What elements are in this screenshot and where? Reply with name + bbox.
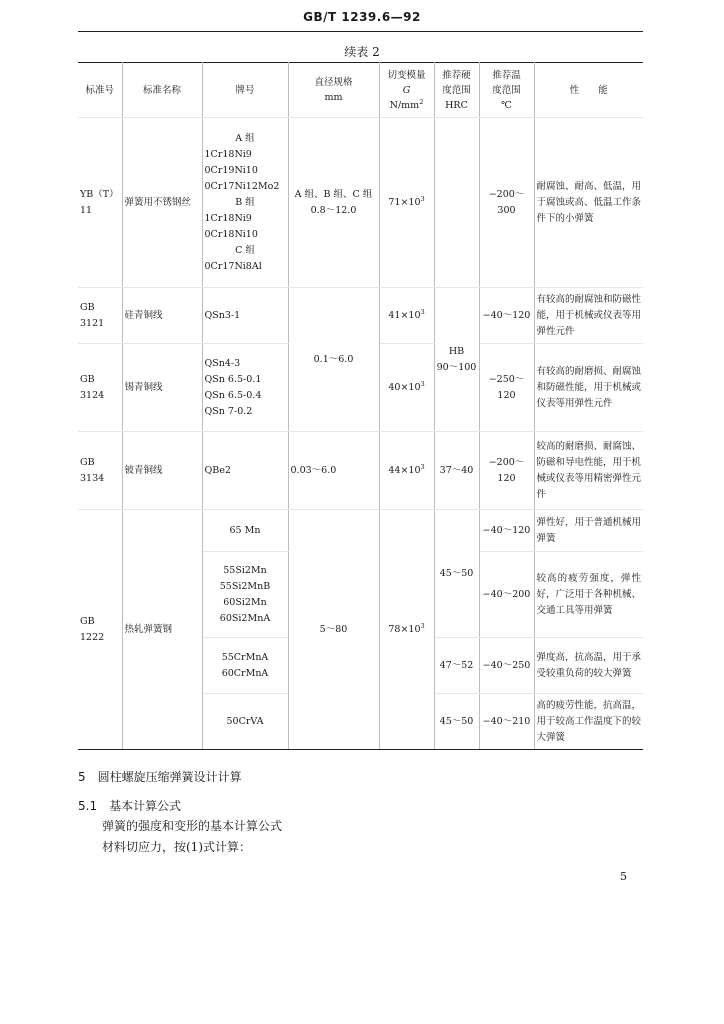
grade-item: 1Cr18Ni9	[204, 212, 252, 224]
col-diameter-unit: mm	[324, 92, 343, 103]
cell-std-name: 锡青铜线	[122, 344, 202, 432]
cell-grades	[202, 694, 288, 750]
cell-temperature: −250～120	[479, 344, 534, 432]
cell-diameter	[288, 118, 379, 288]
table-caption: 续表 2	[344, 45, 380, 59]
grade-item: 1Cr18Ni9	[204, 148, 252, 160]
cell-shear-modulus: $71\times 10^3$	[379, 118, 434, 288]
cell-shear-modulus: $40\times 10^3$	[379, 344, 434, 432]
table-row-gb3134	[78, 432, 643, 510]
body-text-line-2: 材料切应力，按(1)式计算：	[102, 840, 251, 854]
page-header: GB/T 1239.6—92	[303, 10, 421, 24]
cell-performance: 有较高的耐腐蚀和防磁性能，用于机械或仪表等用弹性元件	[534, 288, 643, 344]
col-diameter-label: 直径规格	[314, 77, 353, 88]
hardness-scale: HB	[448, 345, 465, 357]
grade-item: 60Si2Mn	[223, 596, 267, 608]
cell-shear-modulus-steel: $78\times 10^3$	[379, 510, 434, 750]
table-row-yb11	[78, 118, 643, 288]
cell-performance: 较高的耐磨损、耐腐蚀、防磁和导电性能，用于机械或仪表等用精密弹性元件	[534, 432, 643, 510]
cell-performance: 高的疲劳性能，抗高温，用于较高工作温度下的较大弹簧	[534, 694, 643, 750]
spring-material-table	[78, 62, 643, 750]
cell-hardness-copper	[434, 288, 479, 432]
section-5-heading: 5 圆柱螺旋压缩弹簧设计计算	[78, 770, 242, 784]
grade-item: 0Cr19Ni10	[204, 164, 258, 176]
grade-group-label: A 组	[235, 132, 255, 144]
col-temp-label-1: 推荐温	[492, 69, 521, 81]
cell-temperature: −40～120	[479, 288, 534, 344]
col-std-name: 标准名称	[122, 63, 202, 118]
cell-temperature: −200～120	[479, 432, 534, 510]
diameter-range: 0.8～12.0	[310, 204, 357, 216]
diameter-groups: A 组、B 组、C 组	[294, 188, 373, 200]
grade-item: QSn4-3	[204, 357, 241, 369]
body-text-line-1: 弹簧的强度和变形的基本计算公式	[102, 819, 283, 833]
grade-item: 0Cr17Ni12Mo2	[204, 180, 280, 192]
cell-grades	[202, 552, 288, 638]
cell-shear-modulus: $41\times 10^3$	[379, 288, 434, 344]
col-temperature	[479, 63, 534, 118]
cell-hardness: 45～50	[434, 510, 479, 638]
cell-hardness	[434, 118, 479, 288]
col-grade: 牌号	[202, 63, 288, 118]
grade-item: 50CrVA	[226, 715, 264, 727]
cell-diameter-steel: 5～80	[288, 510, 379, 750]
col-hardness-unit: HRC	[445, 99, 468, 111]
table-header-row	[78, 63, 643, 118]
cell-std-no: GB 3124	[78, 344, 122, 432]
header-rule	[78, 31, 643, 32]
grade-item: 55Si2MnB	[219, 580, 271, 592]
cell-diameter: 0.03～6.0	[288, 432, 379, 510]
cell-std-no: YB（T）11	[78, 118, 122, 288]
cell-std-name: 弹簧用不锈钢丝	[122, 118, 202, 288]
cell-std-no: GB 3121	[78, 288, 122, 344]
grade-item: 65 Mn	[229, 524, 261, 536]
cell-diameter-copper: 0.1～6.0	[288, 288, 379, 432]
col-shear-unit: $N/mm^2$	[389, 97, 424, 111]
cell-grades	[202, 344, 288, 432]
cell-performance: 耐腐蚀、耐高、低温，用于腐蚀或高、低温工作条件下的小弹簧	[534, 118, 643, 288]
cell-performance: 弹性好，用于普通机械用弹簧	[534, 510, 643, 552]
cell-temperature: −200～300	[479, 118, 534, 288]
grade-item: 55CrMnA	[221, 651, 269, 663]
cell-std-no: GB 3134	[78, 432, 122, 510]
table-row-gb1222-65mn	[78, 510, 643, 552]
cell-temperature: −40～250	[479, 638, 534, 694]
cell-grade: QSn3-1	[202, 288, 288, 344]
hardness-range: 90～100	[436, 361, 477, 373]
cell-temperature: −40～200	[479, 552, 534, 638]
col-shear-modulus	[379, 63, 434, 118]
cell-performance: 有较高的耐磨损、耐腐蚀和防磁性能，用于机械或仪表等用弹性元件	[534, 344, 643, 432]
cell-grade: QBe2	[202, 432, 288, 510]
cell-temperature: −40～120	[479, 510, 534, 552]
grade-item: 60CrMnA	[221, 667, 269, 679]
cell-std-no: GB 1222	[78, 510, 122, 750]
grade-group-label: C 组	[235, 244, 255, 256]
cell-performance: 弹度高，抗高温，用于承受较重负荷的较大弹簧	[534, 638, 643, 694]
grade-item: 60Si2MnA	[219, 612, 271, 624]
cell-grades	[202, 638, 288, 694]
col-shear-label: 切变模量	[387, 69, 426, 81]
col-performance: 性 能	[534, 63, 643, 118]
grade-item: 0Cr17Ni8Al	[204, 260, 262, 272]
section-5-1-heading: 5.1 基本计算公式	[78, 799, 182, 813]
cell-std-name: 热轧弹簧钢	[122, 510, 202, 750]
table-row-gb3121	[78, 288, 643, 344]
cell-std-name: 铍青铜线	[122, 432, 202, 510]
grade-item: QSn 6.5-0.1	[204, 373, 262, 385]
col-hardness-label-1: 推荐硬	[442, 69, 471, 81]
col-temp-unit: ℃	[501, 99, 512, 111]
cell-hardness: 37～40	[434, 432, 479, 510]
col-std-no: 标准号	[78, 63, 122, 118]
cell-grades	[202, 118, 288, 288]
grade-item: 55Si2Mn	[223, 564, 267, 576]
cell-performance: 较高的疲劳强度，弹性好，广泛用于各种机械、交通工具等用弹簧	[534, 552, 643, 638]
cell-shear-modulus: $44\times 10^3$	[379, 432, 434, 510]
page-number: 5	[620, 870, 627, 883]
col-hardness-label-2: 度范围	[442, 84, 471, 96]
col-hardness	[434, 63, 479, 118]
grade-item: QSn 7-0.2	[204, 405, 253, 417]
cell-grades	[202, 510, 288, 552]
cell-std-name: 硅青铜线	[122, 288, 202, 344]
col-temp-label-2: 度范围	[492, 84, 521, 96]
grade-group-label: B 组	[235, 196, 255, 208]
grade-item: QSn 6.5-0.4	[204, 389, 262, 401]
col-diameter	[288, 63, 379, 118]
col-shear-symbol: G	[402, 84, 411, 96]
cell-hardness: 47～52	[434, 638, 479, 694]
grade-item: 0Cr18Ni10	[204, 228, 258, 240]
cell-temperature: −40～210	[479, 694, 534, 750]
cell-hardness: 45～50	[434, 694, 479, 750]
